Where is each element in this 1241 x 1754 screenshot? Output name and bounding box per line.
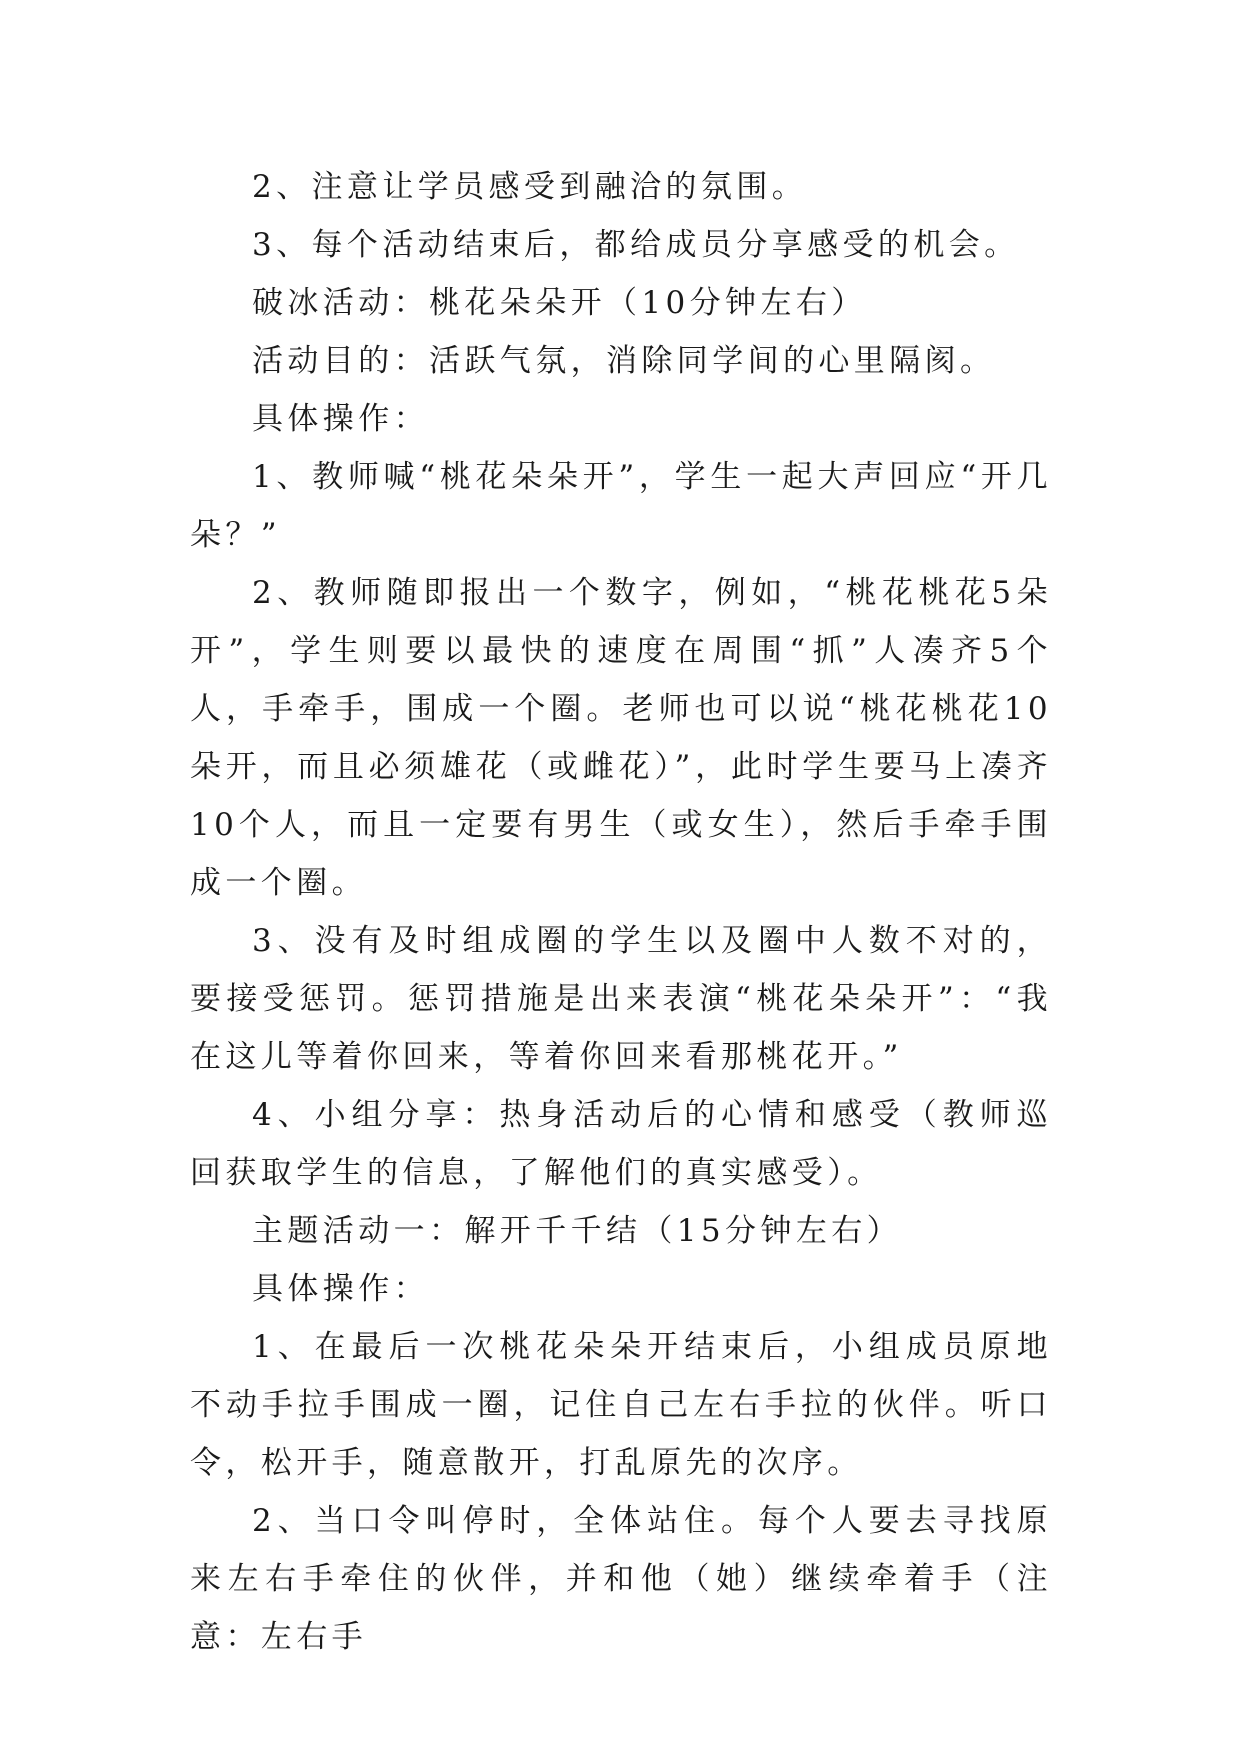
paragraph-knot-step-1: 1、在最后一次桃花朵朵开结束后，小组成员原地不动手拉手围成一圈，记住自己左右手拉的伙伴。听口令，松开手，随意散开，打乱原先的次序。 — [190, 1329, 1052, 1481]
paragraph-step-3: 3、没有及时组成圈的学生以及圈中人数不对的，要接受惩罚。惩罚措施是出来表演“桃花朵朵开”：“我在这儿等着你回来，等着你回来看那桃花开。” — [190, 923, 1052, 1075]
paragraph-knot-step-2: 2、当口令叫停时，全体站住。每个人要去寻找原来左右手牵住的伙伴，并和他（她）继续牵着手（注意：左右手 — [190, 1503, 1052, 1655]
paragraph-note-2: 2、注意让学员感受到融洽的氛围。 — [252, 169, 808, 205]
document-page — [190, 158, 1052, 1666]
heading-steps-2: 具体操作： — [252, 1271, 429, 1307]
paragraph-step-2: 2、教师随即报出一个数字，例如，“桃花桃花5朵开”，学生则要以最快的速度在周围“抓”人凑齐5个人，手牵手，围成一个圈。老师也可以说“桃花桃花10朵开，而且必须雄花（或雌花）”，此时学生要马上凑齐10个人，而且一定要有男生（或女生），然后手牵手围成一个圈。 — [190, 575, 1052, 901]
heading-steps: 具体操作： — [252, 401, 429, 437]
paragraph-step-4: 4、小组分享：热身活动后的心情和感受（教师巡回获取学生的信息，了解他们的真实感受）。 — [190, 1097, 1052, 1191]
heading-theme-activity-1: 主题活动一：解开千千结（15分钟左右） — [252, 1213, 903, 1249]
paragraph-note-3: 3、每个活动结束后，都给成员分享感受的机会。 — [252, 227, 1020, 263]
paragraph-step-1: 1、教师喊“桃花朵朵开”，学生一起大声回应“开几朵？” — [190, 459, 1052, 553]
heading-icebreaker: 破冰活动：桃花朵朵开（10分钟左右） — [252, 285, 867, 321]
paragraph-activity-goal: 活动目的：活跃气氛，消除同学间的心里隔阂。 — [252, 343, 996, 379]
